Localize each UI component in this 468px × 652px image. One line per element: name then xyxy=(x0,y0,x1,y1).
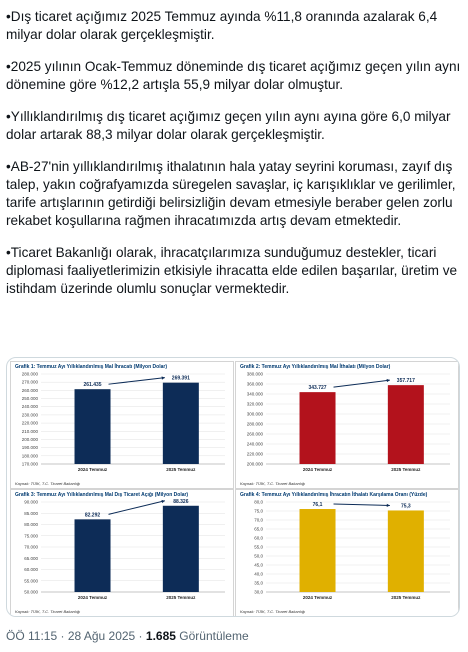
y-tick-label: 65,0 xyxy=(254,526,263,532)
tweet-paragraph-3: •Yıllıklandırılmış dış ticaret açığımız geçen yılın aynı ayına göre 6,0 milyar dolar artarak 88,3 milyar dolar olarak gerçekleşmiştir. xyxy=(6,109,451,142)
y-tick-label: 260.000 xyxy=(246,431,263,437)
y-tick-label: 40,0 xyxy=(254,571,263,577)
x-tick-label: 2025 Temmuz xyxy=(166,595,196,600)
y-tick-label: 35,0 xyxy=(254,580,263,586)
bar xyxy=(388,510,424,592)
data-label: 76,1 xyxy=(312,502,323,509)
bar xyxy=(163,383,199,464)
chart-3 xyxy=(11,498,235,606)
y-tick-label: 70.000 xyxy=(24,544,38,550)
chart-title-4: Grafik 4: Temmuz Ayı Yıllıklandırılmış İhracatın İthalatı Karşılama Oranı (Yüzde) xyxy=(240,492,428,498)
y-tick-label: 200.000 xyxy=(21,436,38,442)
x-tick-label: 2024 Temmuz xyxy=(302,595,333,600)
y-tick-label: 75.000 xyxy=(24,533,38,539)
view-label: Görüntüleme xyxy=(179,629,249,643)
chart-panel-1 xyxy=(10,361,234,489)
y-tick-label: 380.000 xyxy=(246,371,263,377)
data-label: 357.717 xyxy=(396,378,415,385)
data-label: 269.391 xyxy=(171,375,190,382)
x-tick-label: 2024 Temmuz xyxy=(77,595,108,600)
y-tick-label: 230.000 xyxy=(21,412,38,418)
y-tick-label: 55,0 xyxy=(254,544,263,550)
tweet-paragraph-2: •2025 yılının Ocak-Temmuz döneminde dış ticaret açığımız geçen yılın aynı dönemine göre %12,2 artışla 55,9 milyar dolar olmuştur. xyxy=(6,59,461,92)
y-tick-label: 280.000 xyxy=(246,421,263,427)
x-tick-label: 2024 Temmuz xyxy=(302,467,333,472)
y-tick-label: 70,0 xyxy=(254,517,263,523)
y-tick-label: 80.000 xyxy=(24,522,38,527)
data-label: 75,3 xyxy=(400,503,411,510)
y-tick-label: 270.000 xyxy=(21,379,38,385)
y-tick-label: 190.000 xyxy=(21,445,38,451)
y-tick-label: 180.000 xyxy=(21,453,38,459)
tweet-date[interactable]: 28 Ağu 2025 xyxy=(67,629,136,643)
y-tick-label: 55.000 xyxy=(24,578,38,584)
bar xyxy=(75,519,111,592)
x-tick-label: 2025 Temmuz xyxy=(391,467,421,472)
chart-title-1: Grafik 1: Temmuz Ayı Yıllıklandırılmış Mal İhracatı (Milyon Dolar) xyxy=(15,364,167,370)
y-tick-label: 250.000 xyxy=(21,396,38,402)
chart-panel-3 xyxy=(10,489,234,617)
chart-panel-4 xyxy=(235,489,459,617)
y-tick-label: 200.000 xyxy=(246,461,263,467)
view-count: 1.685 xyxy=(145,629,176,643)
x-tick-label: 2024 Temmuz xyxy=(77,467,108,472)
y-tick-label: 30,0 xyxy=(254,589,263,595)
y-tick-label: 85.000 xyxy=(24,510,38,516)
y-tick-label: 260.000 xyxy=(21,387,38,393)
y-tick-label: 65.000 xyxy=(24,555,38,561)
chart-title-2: Grafik 2: Temmuz Ayı Yıllıklandırılmış Mal İthalatı (Milyon Dolar) xyxy=(240,364,391,370)
trend-arrow-head xyxy=(161,500,164,503)
x-tick-label: 2025 Temmuz xyxy=(166,467,196,472)
x-tick-label: 2025 Temmuz xyxy=(391,595,421,600)
y-tick-label: 60.000 xyxy=(24,567,38,572)
bar xyxy=(300,509,336,592)
y-tick-label: 340.000 xyxy=(246,391,263,397)
tweet-media-image[interactable] xyxy=(6,357,460,617)
chart-1 xyxy=(11,370,235,478)
data-label: 343.727 xyxy=(308,385,327,392)
tweet-paragraph-4: •AB-27'nin yıllıklandırılmış ithalatının hala yatay seyrini koruması, zayıf dış talep, yakın coğrafyamızda süregelen savaşlar, iç karışıklıklar ve gerilimler, tarife artışlarının getirdiği belirsizliğin devam etmesiyle beraber gelen zorlu rekabet koşullarına rağmen ihracatımızda artış devam etmektedir. xyxy=(6,159,456,228)
y-tick-label: 80,0 xyxy=(254,499,263,505)
y-tick-label: 170.000 xyxy=(21,461,38,467)
y-tick-label: 45,0 xyxy=(254,562,263,568)
bar xyxy=(163,506,199,592)
bar xyxy=(388,385,424,464)
y-tick-label: 210.000 xyxy=(21,428,38,434)
y-tick-label: 75,0 xyxy=(254,508,263,514)
y-tick-label: 240.000 xyxy=(21,404,38,410)
chart-source-2: Kaynak: TÜİK, T.C. Ticaret Bakanlığı xyxy=(240,481,306,486)
y-tick-label: 220.000 xyxy=(246,451,263,457)
y-tick-label: 220.000 xyxy=(21,420,38,426)
y-tick-label: 50.000 xyxy=(24,589,38,595)
tweet-time[interactable]: ÖÖ 11:15 xyxy=(6,629,58,643)
trend-arrow xyxy=(109,501,165,515)
y-tick-label: 50,0 xyxy=(254,553,263,559)
tweet-paragraph-1: •Dış ticaret açığımız 2025 Temmuz ayında %11,8 oranında azalarak 6,4 milyar dolar olarak gerçekleşmiştir. xyxy=(6,9,438,42)
trend-arrow-head xyxy=(387,504,390,507)
data-label: 261.435 xyxy=(83,382,102,389)
meta-separator: · xyxy=(57,629,68,643)
meta-separator: · xyxy=(135,629,146,643)
y-tick-label: 300.000 xyxy=(246,411,263,417)
tweet-paragraph-5: •Ticaret Bakanlığı olarak, ihracatçılarımıza sunduğumuz destekler, ticari diplomasi faaliyetlerimizin etkisiyle ihracatta elde edilen başarılar, üretim ve istihdam üzerinde olumlu sonuçlar vermektedir. xyxy=(6,245,458,296)
bar xyxy=(75,389,111,464)
chart-4 xyxy=(236,498,460,606)
chart-2 xyxy=(236,370,460,478)
trend-arrow xyxy=(334,504,390,505)
trend-arrow xyxy=(109,378,165,385)
tweet-text xyxy=(6,8,464,312)
chart-title-3: Grafik 3: Temmuz Ayı Yıllıklandırılmış Mal Dış Ticaret Açığı (Milyon Dolar) xyxy=(15,492,189,498)
y-tick-label: 90.000 xyxy=(24,499,38,505)
tweet-meta xyxy=(6,629,249,643)
trend-arrow xyxy=(334,380,390,387)
chart-source-4: Kaynak: TÜİK, T.C. Ticaret Bakanlığı xyxy=(240,609,306,614)
chart-source-1: Kaynak: TÜİK, T.C. Ticaret Bakanlığı xyxy=(15,481,81,486)
y-tick-label: 60,0 xyxy=(254,535,263,541)
bar xyxy=(300,392,336,464)
data-label: 82.292 xyxy=(84,512,101,519)
data-label: 88.326 xyxy=(173,498,189,505)
y-tick-label: 240.000 xyxy=(246,441,263,447)
y-tick-label: 280.000 xyxy=(21,371,38,377)
y-tick-label: 320.000 xyxy=(246,401,263,407)
chart-source-3: Kaynak: TÜİK, T.C. Ticaret Bakanlığı xyxy=(15,609,81,614)
y-tick-label: 360.000 xyxy=(246,381,263,387)
chart-panel-2 xyxy=(235,361,459,489)
